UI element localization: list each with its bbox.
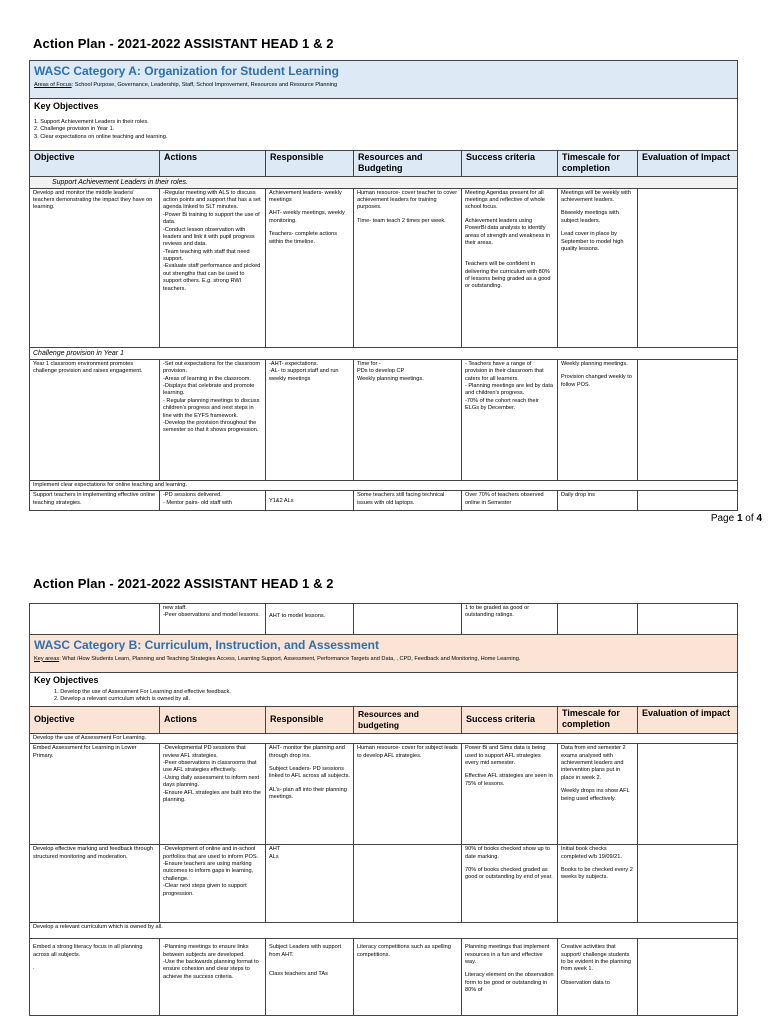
cell-text: - Teachers have a range of provision in their classroom that caters for all learners. [465, 360, 544, 382]
table-row [30, 491, 738, 511]
cell-text: Embed Assessment for Learning in Lower Primary. [33, 745, 137, 759]
cell-text: Subject Leaders with support from AHT. [269, 944, 342, 958]
key-areas-label: Key areas [34, 655, 60, 662]
key-objectives-row [30, 99, 738, 151]
cell-text: Creative activities that support/ challenge students to be evident in the planning from week 1. [561, 944, 631, 973]
cell-text: Lead cover in place by September to model high quality lessons. [561, 231, 624, 252]
objective-item: 3. Clear expectations on online teaching and learning. [34, 133, 168, 140]
cell-text: Weekly drops ins show AFL being used effectively. [561, 788, 630, 802]
cell-success [462, 845, 558, 923]
cell-timescale [558, 744, 638, 845]
objective-item: 2. Challenge provision in Year 1. [34, 126, 115, 133]
cell-text: AHT- monitor the planning and through drop ins. [269, 745, 345, 759]
cell-text: -70% of the cohort reach their ELGs by December. [465, 397, 539, 412]
objective-item: 1. Support Achievement Leaders in their roles. [34, 118, 149, 125]
cell-text: Provision changed weekly to follow POS. [561, 374, 632, 388]
cell-evaluation [638, 359, 738, 480]
cell-evaluation [638, 604, 738, 635]
cell-timescale [558, 604, 638, 635]
col-header-resources: Resources and Budgeting [354, 151, 462, 177]
key-objectives-list [34, 689, 733, 704]
cell-actions [160, 744, 266, 845]
cell-text: Time for - [357, 360, 381, 367]
cell-text: Meetings will be weekly with achievement leaders. [561, 189, 631, 204]
cell-text: Develop effective marking and feedback through structured monitoring and moderation. [33, 846, 153, 860]
cell-objective [30, 188, 160, 347]
cell-text: -Peer observations in classrooms that use AFL strategies effectively. [163, 760, 257, 774]
page-title: Action Plan - 2021-2022 ASSISTANT HEAD 1 & 2 [33, 36, 334, 51]
section-row [30, 347, 738, 359]
section-row [30, 176, 738, 188]
cell-success [462, 604, 558, 635]
column-header-row [30, 706, 738, 733]
section-row [30, 923, 738, 939]
cell-timescale [558, 359, 638, 480]
category-title: WASC Category B: Curriculum, Instruction, and Assessment [34, 638, 379, 652]
cell-text: 70% of books checked graded as good or outstanding by end of year. [465, 867, 553, 881]
cell-responsible [266, 604, 354, 635]
cell-text: Support teachers in implementing effective online teaching strategies. [33, 492, 156, 506]
category-a-banner [30, 61, 738, 99]
section-label: Implement clear expectations for online teaching and learning. [30, 480, 738, 490]
cell-objective [30, 744, 160, 845]
col-header-success: Success criteria [462, 706, 558, 733]
section-row [30, 733, 738, 743]
key-objectives-heading: Key Objectives [34, 101, 99, 111]
cell-text: Human resource- cover for subject leads to develop AFL strategies. [357, 745, 458, 759]
key-areas [34, 656, 733, 663]
section-row [30, 480, 738, 490]
page-break [0, 532, 768, 567]
cell-responsible [266, 188, 354, 347]
cell-text: Literacy element on the observation form to be good or outstanding in 80% of [465, 972, 554, 994]
col-header-evaluation: Evaluation of Impact [638, 151, 738, 177]
category-b-row [30, 635, 738, 673]
cell-text: Achievement leaders using PowerBi data analysis to identify areas of strength and weakness in their areas. [465, 217, 551, 246]
cell-text: Time- team teach 2 times per week. [357, 217, 446, 224]
page-title: Action Plan - 2021-2022 ASSISTANT HEAD 1 & 2 [33, 576, 334, 591]
cell-responsible [266, 845, 354, 923]
cell-text: Weekly planning meetings. [561, 360, 628, 367]
cell-resources [354, 604, 462, 635]
cell-text: -Planning meetings to ensure links between subjects are developed. [163, 944, 249, 958]
page-of: of [742, 513, 757, 524]
cell-text: Embed a strong literacy focus in all planning across all subjects. [33, 944, 143, 958]
cell-text: Initial book checks completed w/b 19/09/21. [561, 846, 622, 860]
cell-text: -Power Bi training to support the use of data. [163, 211, 260, 226]
cell-resources [354, 491, 462, 511]
table-row [30, 359, 738, 480]
cell-responsible [266, 359, 354, 480]
page-number [711, 513, 762, 524]
cell-text: -Peer observations and model lessons. [163, 612, 260, 619]
cell-objective [30, 845, 160, 923]
cell-text: AL's- plan afl into their planning meetings. [269, 786, 347, 801]
cell-text: Class teachers and TAs [269, 971, 328, 978]
cell-text: AHT [269, 846, 281, 853]
cell-text: . [33, 965, 35, 972]
cell-objective [30, 604, 160, 635]
cell-text: Over 70% of teachers observed online in Semester [465, 492, 544, 506]
page-current: 1 [736, 513, 743, 524]
cell-text: AHT- weekly meetings, weekly monitoring. [269, 210, 345, 224]
cell-text: -PD sessions delivered. [163, 492, 222, 499]
cell-resources [354, 359, 462, 480]
col-header-timescale: Timescale for completion [558, 151, 638, 177]
col-header-success: Success criteria [462, 151, 558, 177]
cell-text: -Displays that celebrate and promote learning. [163, 383, 255, 397]
cell-actions [160, 491, 266, 511]
cell-resources [354, 744, 462, 845]
col-header-objective: Objective [30, 151, 160, 177]
cell-text: -Team teaching with staff that need support. [163, 248, 250, 263]
col-header-timescale: Timescale for completion [558, 706, 638, 733]
cell-success [462, 744, 558, 845]
cell-text: PDs to develop CP [357, 368, 405, 375]
key-objectives-heading: Key Objectives [34, 675, 99, 685]
cell-objective [30, 359, 160, 480]
cell-text: -Clear next steps given to support progression. [163, 883, 247, 897]
objective-item: 2. Develop a relevant curriculum which is owned by all. [54, 696, 190, 703]
cell-text: Teachers- complete actions within the timeline. [269, 231, 338, 245]
areas-of-focus [34, 82, 733, 89]
cell-text: Human resource- cover teacher to cover achievement leaders for training purposes. [357, 189, 458, 211]
key-objectives [30, 673, 738, 707]
cell-responsible [266, 744, 354, 845]
areas-of-focus-text: : School Purpose, Governance, Leadership, Staff, School Improvement, Resources and Resource Planning [71, 81, 338, 88]
cell-text: Planning meetings that implement resources in a fun and effective way. [465, 944, 550, 966]
cell-resources [354, 845, 462, 923]
category-title: WASC Category A: Organization for Student Learning [34, 64, 339, 78]
cell-evaluation [638, 939, 738, 1016]
cell-text: new staff. [163, 605, 187, 611]
col-header-actions: Actions [160, 706, 266, 733]
cell-objective [30, 491, 160, 511]
cell-text: ALs [269, 853, 279, 860]
cell-text: AHT to model lessons. [269, 613, 326, 619]
cell-text: -Developmental PD sessions that review AFL strategies. [163, 745, 246, 759]
column-header-row [30, 151, 738, 177]
cell-text: 90% of books checked show up to date marking. [465, 846, 550, 860]
cell-text: -Areas of learning in the classroom. [163, 375, 251, 382]
cell-text: -Use the backwards planning format to ensure cohesion and clear steps to achieve the success criteria. [163, 959, 259, 980]
cell-text: Achievement leaders- weekly meetings [269, 189, 342, 204]
page-total: 4 [756, 513, 762, 524]
key-objectives [30, 99, 738, 151]
col-header-responsible: Responsible [266, 151, 354, 177]
cell-text: -Development of online and in-school portfolios that are used to inform POS. [163, 846, 259, 860]
cell-success [462, 359, 558, 480]
action-plan-table-page1 [29, 60, 738, 511]
col-header-objective: Objective [30, 706, 160, 733]
key-areas-text: : What /How Students Learn, Planning and Teaching Strategies Access, Learning Support, Assessment, Performance Targets and Data, , CPD, Feedback and Monitoring, Home Learning. [59, 655, 521, 662]
cell-text: -Develop the provision throughout the semester so that it shows progression. [163, 419, 259, 434]
col-header-resources: Resources and budgeting [354, 706, 462, 733]
cell-evaluation [638, 744, 738, 845]
cell-text: 1 to be graded as good or outstanding ratings. [465, 605, 530, 619]
cell-responsible [266, 491, 354, 511]
key-objectives-row [30, 673, 738, 707]
table-row [30, 744, 738, 845]
cell-timescale [558, 939, 638, 1016]
cell-evaluation [638, 188, 738, 347]
cell-text: - Mentor pairs- old staff with [163, 499, 232, 506]
cell-responsible [266, 939, 354, 1016]
table-row [30, 188, 738, 347]
cell-actions [160, 845, 266, 923]
section-label: Challenge provision in Year 1 [30, 347, 738, 359]
col-header-evaluation: Evaluation of impact [638, 706, 738, 733]
section-label: Develop a relevant curriculum which is owned by all. [30, 923, 738, 939]
page-label: Page [710, 513, 737, 524]
cell-actions [160, 939, 266, 1016]
cell-evaluation [638, 491, 738, 511]
table-row [30, 845, 738, 923]
cell-text: - Regular planning meetings to discuss children's progress and next steps in line with the EYFS framework. [163, 397, 260, 419]
cell-text: Some teachers still facing technical issues with old laptops. [357, 492, 445, 506]
cell-text: Develop and monitor the middle leaders/ teachers demonstrating the impact they have on learning. [33, 189, 153, 211]
table-row [30, 604, 738, 635]
cell-text: Observation data to [561, 979, 610, 986]
cell-actions [160, 188, 266, 347]
category-a-row [30, 61, 738, 99]
key-objectives-list [34, 119, 733, 142]
cell-timescale [558, 188, 638, 347]
cell-text: Subject Leaders- PD sessions linked to AFL across all subjects. [269, 766, 350, 780]
cell-text: Teachers will be confident in delivering the curriculum with 80% of lessons being graded as a good or outstanding. [465, 261, 551, 290]
cell-text: -Set out expectations for the classroom provision. [163, 360, 261, 375]
cell-success [462, 939, 558, 1016]
cell-text: -Ensure AFL strategies are built into the planning. [163, 789, 262, 803]
cell-text: -Evaluate staff performance and picked out strengths that can be used to support others. E.g. strong RWI teachers. [163, 263, 261, 292]
objective-item: 1. Develop the use of Assessment For Learning and effective feedback. [54, 688, 231, 695]
cell-evaluation [638, 845, 738, 923]
cell-text: Biweekly meetings with subject leaders. [561, 210, 619, 224]
cell-objective [30, 939, 160, 1016]
cell-text: Data from end semester 2 exams analysed with achievement leaders and intervention plans put in place in week 2. [561, 745, 626, 781]
category-b-banner [30, 635, 738, 673]
cell-text: - Planning meetings are led by data and children's progress. [465, 383, 554, 397]
section-label: Support Achievement Leaders in their roles. [30, 176, 738, 188]
col-header-responsible: Responsible [266, 706, 354, 733]
cell-success [462, 188, 558, 347]
cell-text: -Conduct lesson observation with leaders and link it with pupil progress reviews and data. [163, 226, 255, 248]
cell-text: Effective AFL strategies are seen in 75% of lessons. [465, 773, 553, 787]
cell-text: Y1&2 ALs [269, 498, 294, 505]
cell-text: -AL- to support staff and run weekly meetings [269, 368, 339, 382]
action-plan-table-page2 [29, 603, 738, 1016]
cell-text: Power Bi and Sims data is being used to support AFL strategies every mid semester. [465, 745, 546, 767]
cell-actions [160, 604, 266, 635]
cell-text: Daily drop ins [561, 492, 595, 499]
table-row [30, 939, 738, 1016]
cell-resources [354, 188, 462, 347]
cell-text: -Regular meeting with ALS to discuss action points and support that has a set agenda linked to SLT minutes. [163, 189, 261, 211]
cell-text: -Ensure teachers are using marking outcomes to inform gaps in learning, challenge. [163, 861, 254, 882]
cell-text: Literacy competitions such as spelling competitions. [357, 944, 451, 958]
cell-text: -AHT- expectations. [269, 360, 319, 367]
cell-timescale [558, 491, 638, 511]
cell-resources [354, 939, 462, 1016]
cell-text: Year 1 classroom environment promotes challenge provision and raises engagement. [33, 360, 143, 375]
cell-success [462, 491, 558, 511]
cell-text: Meeting Agendas present for all meetings and reflective of whole school focus. [465, 189, 545, 211]
cell-text: Weekly planning meetings. [357, 375, 424, 382]
areas-of-focus-label: Areas of Focus [34, 81, 72, 88]
col-header-actions: Actions [160, 151, 266, 177]
cell-actions [160, 359, 266, 480]
section-label: Develop the use of Assessment For Learning. [30, 733, 738, 743]
cell-timescale [558, 845, 638, 923]
cell-text: -Using daily assessment to inform next days planning. [163, 774, 260, 789]
cell-text: Books to be checked every 2 weeks by subjects. [561, 867, 633, 881]
